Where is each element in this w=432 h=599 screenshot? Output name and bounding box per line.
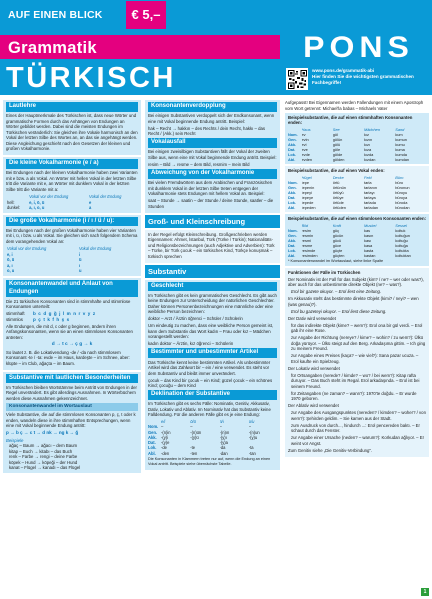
lautlehre-text: Eines der Hauptmerkmale des Türkischen ist, dass neue Wörter und grammatische Formen durch das Anhängen von Endungen an Wörter gebildet werden. Dabei sind die meisten Endungen im Türkischen veränderlich: Sie gleichen ihre Vokale harmonisch an den Vokal der letzten Silbe des Wortes an, an das sie angehängt werden. Diese Angleichung geschieht nach den Gesetzen der kleinen und großen Vokalharmonie. [6,113,138,152]
table-row: hell: e, i, ö, ü e [7,199,92,205]
wortauslaut-rule: p → b ç → c t → d nk → ng k → ğ [6,430,79,436]
geschlecht-example-2: kadın doktor – Ärztin, kız öğrenci – Schülerin [148,341,234,347]
list-item: kanat – Flügel → kanadı – das Flügel [9,465,81,471]
deklination-heading: Deklination der Substantive [148,390,277,400]
kleine-vokalharmonie-table [6,194,138,211]
promo-text [312,68,428,86]
examples-label: Beispiele [6,437,24,443]
funktion-akkusativ: Im Akkusativ steht das bestimmte direkte Objekt (kimi? / neyi? – wen (was genau)?). [288,296,419,307]
page-title: TÜRKISCH [6,62,176,94]
abweichung-example: saat – Stunde → saatin – der Stunde / deine Stunde, saatler – die Stunden [148,198,274,209]
page-number: 1 [421,588,429,596]
grosse-vokalharmonie-heading: Die große Vokalharmonie (i / ı / ü / u): [6,217,138,227]
verdopplung-section [145,100,280,213]
artikel-text: Das Türkische kennt keine bestimmten Artikel. Als unbestimmter Artikel wird das Zahlwort bir – ein / eine verwendet. Es steht vor dem Substantiv und bleibt immer unverändert. [148,359,271,376]
list-item: zur Angabe eines Preises (kaça? – wie viel?): Sana pazar ucuza. – Erol kaufte ein Spielzeug. [291,353,419,364]
geschlecht-section [145,280,280,470]
list-item: kitap – Buch → kitabı – das Buch [9,448,73,454]
konsonantenwandel-text-2: Alle Endungen, die mit d, c oder g beginnen, ändern ihren Anfangskonsonanten, wenn sie an einen stimmlosen Konsonanten antreten: [6,323,133,340]
beispiel-stimmlos-table: Bild Kraft Muskel Sessel Nom. resim güç kas koltuk Gen. resmin gücün kasın koltuğun Akk. resmi gücü kası koltuğu Dat. resme güce kasa koltuğa Lok. resimde güçte kasta koltukta Abl. resimden güçten kastan koltuktan [288,223,411,258]
list-item: renk – Farbe → rengi – deine Farbe [9,454,78,460]
gross-klein-text: In der Regel erfolgt Kleinschreibung. Großgeschrieben werden Eigennamen: Ahmet, İstanbul, Türk (Türke / Türkin); Nationalitäts- und Religionsbezeichnungen (auch Adjektive und Adverbien): Türk – Türke, bir Türk çocuk – ein türkisches Kind, Türkçe konuşmak – türkisch sprechen [148,231,275,259]
abweichung-heading: Abweichung von der Vokalharmonie [148,169,277,179]
list-item: zur Angabe einer Ursache (neden? – warum?): Korkudan ağlıyor. – Er weint vor Angst. [291,435,425,446]
funktion-nominativ-example: Erol bir gazete okuyor. – Erol liest eine Zeitung. [291,289,382,295]
list-item: zur Angabe der Richtung (nereye? / kime? – wohin? / zu wem?): Ülkü doğa yürüyor. – Ülkü steigt auf den Berg. Arkadaşıma gittim. – Ich ging zu meinem Freund. [291,335,426,352]
funktion-ablativ: Der Ablativ wird verwendet [288,403,339,409]
stimmhaft-row: stimmhaft b c d g ğ j l m n r v y z [6,311,96,317]
abweichung-text: Bei vielen Fremdwörtern aus dem Arabischen und Französischen mit dunklem Vokal in der letzten Silbe treten entgegen der Vokalharmonie stets Endungen mit hellem Vokal an. Beispiel: [148,180,273,197]
deklination-text: Im Türkischen gibt es sechs Fälle: Nominativ, Genitiv, Akkusativ, Dativ, Lokativ und Ablativ. Im Nominativ hat das Substantiv keine Falldendung. Für die anderen Fälle gibt es je eine Endung: [148,401,271,418]
list-item: für Ortsangaben (nerede? / kimde? – wo? / bei wem?): Kitap rafta duruyor. – Das Buch steht im Regal. Erol arkadaşında. – Erol ist bei seinem Freund. [291,372,420,389]
funktion-lokativ: Der Lokativ wird verwendet [288,365,340,371]
wortauslaut-heading: Konsonantenwandel im Wortauslaut [6,403,138,411]
funktion-nominativ: Der Nominativ ist der Fall für das Subjekt (kim? / ne? – wer oder was?), aber auch für das unbestimmte direkte Objekt (ne? – was?). [288,276,424,288]
beispiel-stimmlos-heading: Beispielsubstantive, die auf einen stimmlosen Konsonanten enden: [288,216,427,221]
stimmlos-row: stimmlos p ç t k f h ş s [6,317,70,323]
beispiel-stimmhaft-table: Haus See Mädchen Sand Nom. ev göl kız kum Gen. evin gölün kızın kumun Akk. evi gölü kızı kumu Dat. eve göle kıza kuma Lok. evde gölde kızda kumda Abl. evden gölden kızdan kumdan [288,127,410,162]
substantiv-heading: Substantiv [145,265,280,279]
table-header: Vokal vor der Endung [29,194,69,200]
list-item: zum Ausdruck von durch..., hindurch ...: Erol pencereden baktı. – Er schaut durch das Fenster. [291,422,420,434]
table-header: Vokal vor der Endung [7,246,47,252]
list-item: ağaç – Baum → ağacı – dem Baum [9,443,78,449]
beispiel-stimmhaft-section [285,113,429,165]
gross-klein-heading: Groß- und Kleinschreibung [145,215,280,229]
qr-code-icon[interactable] [286,68,308,90]
column-middle [145,100,280,591]
eigennamen-note: Aufgepasst! Bei Eigennamen werden Fallendungen mit einem Apostroph vom Wort getrennt: Michael'la babas – Michaels Vater [285,100,424,111]
konsonantenwandel-text-3: So lautet z. B. die Lokativendung -de / -da nach stimmlosem Konsonant -te / -ta: evde – im Haus, kardeşte – im Schnee, aber: klüpte – im Club, ağaçta – im Baum. [6,349,130,366]
substantive-besonderheiten-text: Im Türkischen bleiben Wortstämme beim Antritt von Endungen in der Regel unverändert. Es gibt allerdings Ausnahmen. In Wörterbüchern werden diese Ausnahmen gekennzeichnet. [6,384,137,401]
table-row: dunkel: a, ı, o, u a [7,205,92,211]
konsonantenwandel-heading: Konsonantenwandel und Anlaut von Endungen [6,280,138,297]
subtitle-band [0,35,280,59]
beispiel-stimmlos-section [285,214,429,266]
table-row: ö, ü ü [7,257,82,263]
deklination-table: e/i ö/ü a/ı o/u Nom. – – – – Gen. -(n)in -(n)ün -(n)ın -(n)un Akk. -(y)i -(y)ü -(y)ı -(y)u Dat. -(y)e -(y)a Lok. -de -te -da -ta Abl. -den -ten -dan -tan [148,419,260,456]
geschlecht-heading: Geschlecht [148,282,277,292]
verdopplung-heading: Konsonantenverdopplung [148,102,277,112]
vokalausfall-heading: Vokalausfall [148,138,277,148]
funktion-genitiv: Zum Genitiv siehe „Die Genitiv-Verbindung“. [288,447,373,453]
list-item: zur Angabe des Ausgangspunktes (nereden? / kimden? – woher? / von wem?): Şehirden geldim. – Sie kamen aus der Stadt. [291,410,426,421]
beispiel-vokal-section [285,166,429,212]
kleine-vokalharmonie-section [3,157,141,213]
beispiel-vokal-heading: Beispielsubstantive, die auf einen Vokal enden: [288,168,385,173]
deklination-note: Die Konsonanten in Klammern treten nur auf, wenn die Endung an einen Vokal antritt. Beispiele siehe übernächste Tabelle. [148,456,271,466]
subtitle: Grammatik [8,39,97,57]
vokalausfall-example: resim – Bild → resme – dem Bild, resmim – mein Bild [148,161,250,167]
substantive-besonderheiten-heading: Substantive mit lautlichen Besonderheiten [6,374,138,384]
wortauslaut-text: Viele Substantive, die auf die stimmlosen Konsonanten p, ç, t oder k enden, wandeln diese in ihre stimmhaften Entsprechungen, wenn eine mit Vokal beginnende Endung antritt: [6,412,136,429]
substantive-besonderheiten-section [3,372,141,473]
price-badge: € 5,– [126,1,166,29]
gross-klein-section [145,230,280,263]
lautlehre-section [3,100,141,155]
beispiel-stimmlos-note: * Konsonantenwandel im Wortauslaut, siehe linke Spalte [288,259,384,263]
grosse-vokalharmonie-table [6,246,138,274]
funktion-akkusativ-example: Erol bu gazeteyi okuyor. – Erol liest diese Zeitung. [291,308,387,314]
promo-url[interactable]: www.pons.de/grammatik-abi [312,68,375,73]
brand-logo: PONS [303,30,414,64]
geschlecht-text: Im Türkischen gibt es kein grammatisches Geschlecht. Es gibt auch keine Endungen zur Unterscheidung der natürlichen Geschlechter. Daher können Personenbezeichnungen eine männliche oder eine weibliche Person bezeichnen: [148,292,277,315]
table-row: a, ı ı [7,262,81,268]
funktionen-heading: Funktionen der Fälle im Türkischen [288,269,361,275]
column-left [3,100,141,591]
beispiel-vokal-table: Hügel Decke Feld Büro Nom. tepe örtü tarla büro Gen. tepenin örtünün tarlanın büronun Akk. tepeyi örtüyü tarlayı büroyu Dat. tepeye örtüye tarlaya büroya Lok. tepede örtüde tarlada büroda Abl. tepeden örtüden tarladan bürodan [288,175,410,210]
verdopplung-text: Bei einigen Substantiven verdoppelt sich der Endkonsonant, wenn eine mit Vokal beginnende Endung antritt. Beispiel: [148,113,275,124]
promo-description: Hier finden Sie die wichtigsten grammatischen Fachbegriffe! [312,73,414,85]
geschlecht-example: doktor – Arzt / Ärztin öğrenci – Schüler / Schülerin [148,316,243,322]
vokalausfall-text: Bei einigen zweisilbigen Substantiven fällt der Vokal der zweiten Silbe aus, wenn eine mit Vokal beginnende Endung antritt. Beispiel: [148,149,277,160]
konsonantenwandel-rule: d → t c → ç g → k [51,341,93,347]
table-header: Vokal der Endung [78,246,112,252]
funktionen-section [285,268,429,457]
grosse-vokalharmonie-section [3,215,141,276]
table-header: Vokal der Endung [88,194,122,200]
list-item: für Zeitangaben (ne zaman? – wann?): 1970'te doğdu. – Er wurde 1970 geboren. [291,390,417,402]
series-label: AUF EINEN BLICK [8,9,103,21]
list-item: köpek – Hund → köpeği – der Hund [9,459,78,465]
grosse-vokalharmonie-text: Bei Endungen nach der großen Vokalharmonie haben vier Varianten mit i, ü, ı bzw. u als Vokal. Sie gleichen sich nach folgendem Schema dem vorangehenden Vokal an: [6,227,138,244]
artikel-example: çocuk – das Kind bir çocuk – ein Kind; güzel çocuk – ein schönes Kind; çocuğu – dem Kind [148,377,273,389]
verdopplung-example: hak – Recht → hakkın – des Rechts / dein Recht, hakkı – das Recht / (Akk.) sein Recht [148,125,266,137]
beispiel-stimmhaft-heading: Beispielsubstantive, die auf einen stimmhaften Konsonanten enden: [288,114,413,125]
geschlecht-text-2: Um eindeutig zu machen, dass eine weibliche Person gemeint ist, kann dem Substantiv das Wort kadın – Frau oder kız – Mädchen vorangestellt werden: [148,323,274,340]
konsonantenwandel-section [3,278,141,370]
kleine-vokalharmonie-text: Bei Endungen nach der kleinen Vokalharmonie haben zwei Varianten mit e bzw. a als Vokal. An Wörter mit hellen Vokal in der letzten Silbe tritt die Variante mit e, an Wörter mit dunklem Vokal in der letzten Silbe tritt die Variante mit a: [6,170,138,192]
kleine-vokalharmonie-heading: Die kleine Vokalharmonie (e / a) [6,159,138,169]
table-row: e, i i [7,251,81,257]
list-item: für das indirekte Objekt (kime? – wem?): Erol ona bir gül verdi. – Erol gab ihr eine Rose. [291,322,423,334]
table-row: o, u u [7,268,82,274]
lautlehre-heading: Lautlehre [6,102,138,112]
artikel-heading: Bestimmter und unbestimmter Artikel [148,348,277,358]
column-right [285,100,429,591]
konsonantenwandel-text: Die 21 türkischen Konsonanten sind in stimmhafte und stimmlose Konsonanten unterteilt: [6,298,131,310]
funktion-dativ: Der Dativ wird verwendet [288,315,336,321]
cover-header [0,0,432,95]
